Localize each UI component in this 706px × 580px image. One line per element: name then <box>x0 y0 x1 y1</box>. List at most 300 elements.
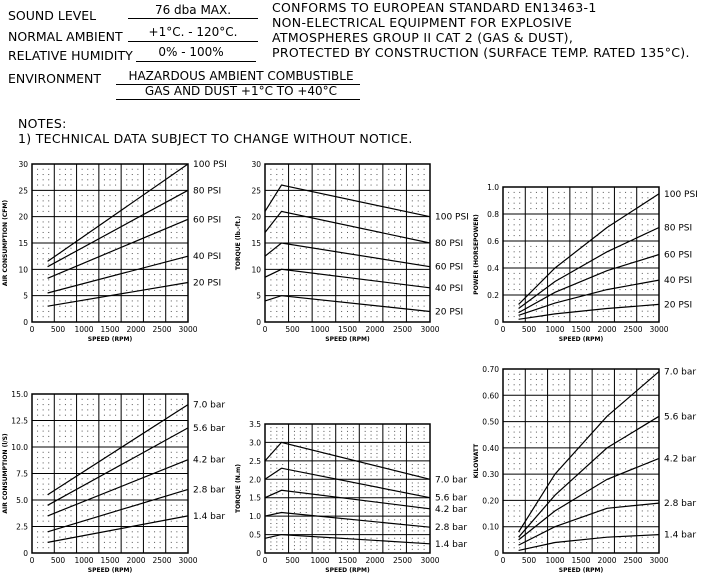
grid-dot <box>365 457 366 458</box>
grid-dot <box>329 169 330 170</box>
grid-dot <box>270 505 271 506</box>
grid-dot <box>318 505 319 506</box>
grid-dot <box>300 227 301 228</box>
grid-dot <box>581 510 582 511</box>
grid-dot <box>575 192 576 193</box>
grid-dot <box>597 203 598 204</box>
grid-dot <box>329 482 330 483</box>
grid-dot <box>581 390 582 391</box>
grid-dot <box>104 452 105 453</box>
grid-dot <box>514 230 515 231</box>
grid-dot <box>43 169 44 170</box>
grid-dot <box>48 489 49 490</box>
grid-dot <box>160 494 161 495</box>
grid-dot <box>597 192 598 193</box>
grid-dot <box>553 411 554 412</box>
grid-dot <box>400 427 401 428</box>
grid-dot <box>388 221 389 222</box>
grid-dot <box>365 221 366 222</box>
grid-dot <box>371 446 372 447</box>
x-tick-label: 500 <box>285 325 300 334</box>
grid-dot <box>558 300 559 301</box>
grid-dot <box>597 495 598 496</box>
grid-dot <box>149 478 150 479</box>
grid-dot <box>329 508 330 509</box>
grid-dot <box>323 457 324 458</box>
grid-dot <box>530 203 531 204</box>
grid-dot <box>353 527 354 528</box>
grid-dot <box>519 495 520 496</box>
grid-dot <box>508 432 509 433</box>
grid-dot <box>132 221 133 222</box>
grid-dot <box>65 457 66 458</box>
grid-dot <box>160 489 161 490</box>
grid-dot <box>603 300 604 301</box>
grid-dot <box>137 227 138 228</box>
grid-dot <box>586 257 587 258</box>
grid-dot <box>536 219 537 220</box>
grid-dot <box>388 253 389 254</box>
grid-dot <box>65 531 66 532</box>
grid-dot <box>530 505 531 506</box>
grid-dot <box>347 221 348 222</box>
grid-dot <box>110 415 111 416</box>
grid-dot <box>59 206 60 207</box>
grid-dot <box>306 457 307 458</box>
grid-dot <box>37 489 38 490</box>
grid-dot <box>294 490 295 491</box>
grid-dot <box>597 432 598 433</box>
grid-dot <box>575 235 576 236</box>
grid-dot <box>282 494 283 495</box>
grid-dot <box>300 505 301 506</box>
grid-dot <box>519 235 520 236</box>
grid-dot <box>647 289 648 290</box>
grid-dot <box>306 258 307 259</box>
grid-dot <box>620 442 621 443</box>
grid-dot <box>294 519 295 520</box>
grid-dot <box>276 431 277 432</box>
grid-dot <box>87 425 88 426</box>
grid-dot <box>394 435 395 436</box>
grid-dot <box>318 258 319 259</box>
grid-dot <box>329 446 330 447</box>
grid-dot <box>376 449 377 450</box>
grid-dot <box>424 468 425 469</box>
grid-dot <box>400 306 401 307</box>
grid-dot <box>508 531 509 532</box>
grid-dot <box>603 257 604 258</box>
grid-dot <box>341 274 342 275</box>
grid-dot <box>365 174 366 175</box>
grid-dot <box>400 494 401 495</box>
grid-dot <box>318 449 319 450</box>
grid-dot <box>65 274 66 275</box>
grid-dot <box>323 490 324 491</box>
grid-dot <box>542 192 543 193</box>
grid-dot <box>93 415 94 416</box>
grid-dot <box>318 279 319 280</box>
grid-dot <box>149 547 150 548</box>
grid-dot <box>182 316 183 317</box>
grid-dot <box>176 415 177 416</box>
grid-dot <box>43 489 44 490</box>
grid-dot <box>276 538 277 539</box>
grid-dot <box>115 179 116 180</box>
grid-dot <box>347 300 348 301</box>
grid-dot <box>642 203 643 204</box>
grid-dot <box>282 530 283 531</box>
grid-dot <box>586 453 587 454</box>
grid-dot <box>347 179 348 180</box>
grid-dot <box>530 400 531 401</box>
grid-dot <box>371 519 372 520</box>
grid-dot <box>376 446 377 447</box>
grid-dot <box>608 489 609 490</box>
grid-dot <box>318 179 319 180</box>
grid-dot <box>282 482 283 483</box>
grid-dot <box>37 531 38 532</box>
grid-dot <box>318 453 319 454</box>
grid-dot <box>647 516 648 517</box>
grid-dot <box>564 278 565 279</box>
grid-dot <box>171 258 172 259</box>
grid-dot <box>586 468 587 469</box>
grid-dot <box>149 436 150 437</box>
grid-dot <box>294 200 295 201</box>
grid-dot <box>542 219 543 220</box>
grid-dot <box>418 237 419 238</box>
grid-dot <box>508 453 509 454</box>
grid-dot <box>620 400 621 401</box>
grid-dot <box>353 211 354 212</box>
grid-dot <box>176 441 177 442</box>
grid-dot <box>270 206 271 207</box>
grid-dot <box>620 432 621 433</box>
grid-dot <box>276 527 277 528</box>
grid-dot <box>171 431 172 432</box>
grid-dot <box>400 290 401 291</box>
grid-dot <box>171 441 172 442</box>
grid-dot <box>542 235 543 236</box>
grid-dot <box>371 221 372 222</box>
grid-dot <box>424 248 425 249</box>
grid-dot <box>365 453 366 454</box>
grid-dot <box>48 232 49 233</box>
grid-dot <box>270 316 271 317</box>
grid-dot <box>282 206 283 207</box>
grid-dot <box>365 482 366 483</box>
grid-dot <box>176 531 177 532</box>
grid-dot <box>71 316 72 317</box>
grid-dot <box>171 404 172 405</box>
grid-dot <box>653 432 654 433</box>
grid-dot <box>59 221 60 222</box>
series-label: 20 PSI <box>435 307 464 318</box>
grid-dot <box>400 464 401 465</box>
x-tick-label: 1000 <box>74 325 94 334</box>
grid-dot <box>110 206 111 207</box>
grid-dot <box>149 232 150 233</box>
grid-dot <box>154 185 155 186</box>
grid-dot <box>564 219 565 220</box>
grid-dot <box>412 438 413 439</box>
grid-dot <box>115 253 116 254</box>
grid-dot <box>93 179 94 180</box>
grid-dot <box>564 531 565 532</box>
grid-dot <box>48 221 49 222</box>
grid-dot <box>530 468 531 469</box>
grid-dot <box>581 432 582 433</box>
grid-dot <box>126 237 127 238</box>
grid-dot <box>424 490 425 491</box>
grid-dot <box>132 200 133 201</box>
grid-dot <box>586 379 587 380</box>
grid-dot <box>276 468 277 469</box>
grid-dot <box>149 311 150 312</box>
grid-dot <box>323 285 324 286</box>
grid-dot <box>647 390 648 391</box>
grid-dot <box>104 306 105 307</box>
grid-dot <box>412 453 413 454</box>
y-tick-label: 1.0 <box>487 183 499 192</box>
grid-dot <box>132 311 133 312</box>
grid-dot <box>48 279 49 280</box>
grid-dot <box>176 462 177 463</box>
grid-dot <box>530 251 531 252</box>
grid-dot <box>341 530 342 531</box>
grid-dot <box>132 409 133 410</box>
grid-dot <box>424 253 425 254</box>
grid-dot <box>65 174 66 175</box>
grid-dot <box>48 290 49 291</box>
grid-dot <box>132 537 133 538</box>
grid-dot <box>603 390 604 391</box>
grid-dot <box>110 510 111 511</box>
grid-dot <box>59 462 60 463</box>
grid-dot <box>132 206 133 207</box>
grid-dot <box>530 426 531 427</box>
y-tick-label: 5.0 <box>16 496 28 505</box>
grid-dot <box>418 306 419 307</box>
grid-dot <box>276 541 277 542</box>
grid-dot <box>371 253 372 254</box>
grid-dot <box>412 274 413 275</box>
grid-dot <box>318 538 319 539</box>
grid-dot <box>93 237 94 238</box>
grid-dot <box>603 432 604 433</box>
grid-dot <box>171 195 172 196</box>
grid-dot <box>182 425 183 426</box>
y-tick-label: 15.0 <box>11 390 28 399</box>
grid-dot <box>282 248 283 249</box>
grid-dot <box>132 253 133 254</box>
grid-dot <box>514 547 515 548</box>
grid-dot <box>530 484 531 485</box>
grid-dot <box>353 169 354 170</box>
grid-dot <box>132 306 133 307</box>
grid-dot <box>586 542 587 543</box>
grid-dot <box>341 449 342 450</box>
grid-dot <box>93 399 94 400</box>
grid-dot <box>341 211 342 212</box>
grid-dot <box>59 521 60 522</box>
grid-dot <box>412 512 413 513</box>
grid-dot <box>608 257 609 258</box>
grid-dot <box>93 274 94 275</box>
grid-dot <box>376 264 377 265</box>
grid-dot <box>536 432 537 433</box>
grid-dot <box>625 208 626 209</box>
grid-dot <box>603 437 604 438</box>
grid-dot <box>542 257 543 258</box>
grid-dot <box>323 221 324 222</box>
grid-dot <box>418 290 419 291</box>
x-tick-label: 2500 <box>392 556 413 565</box>
grid-dot <box>43 200 44 201</box>
grid-dot <box>376 505 377 506</box>
grid-dot <box>329 530 330 531</box>
grid-dot <box>149 264 150 265</box>
grid-dot <box>59 457 60 458</box>
x-tick-label: 3000 <box>649 325 669 334</box>
grid-dot <box>558 311 559 312</box>
grid-dot <box>536 453 537 454</box>
grid-dot <box>412 206 413 207</box>
grid-dot <box>597 390 598 391</box>
environment-label: ENVIRONMENT <box>8 71 102 86</box>
grid-dot <box>182 452 183 453</box>
grid-dot <box>620 411 621 412</box>
grid-dot <box>631 230 632 231</box>
grid-dot <box>37 274 38 275</box>
grid-dot <box>43 404 44 405</box>
grid-dot <box>115 521 116 522</box>
grid-dot <box>59 237 60 238</box>
grid-dot <box>323 527 324 528</box>
grid-dot <box>371 185 372 186</box>
grid-dot <box>365 530 366 531</box>
grid-dot <box>132 494 133 495</box>
grid-dot <box>59 399 60 400</box>
grid-dot <box>87 431 88 432</box>
grid-dot <box>93 232 94 233</box>
grid-dot <box>87 409 88 410</box>
grid-dot <box>514 192 515 193</box>
grid-dot <box>329 464 330 465</box>
grid-dot <box>132 279 133 280</box>
grid-dot <box>329 206 330 207</box>
grid-dot <box>581 516 582 517</box>
x-tick-label: 3000 <box>649 556 669 565</box>
grid-dot <box>603 531 604 532</box>
grid-dot <box>412 306 413 307</box>
x-tick-label: 1000 <box>310 556 330 565</box>
grid-dot <box>65 206 66 207</box>
grid-dot <box>294 435 295 436</box>
grid-dot <box>115 542 116 543</box>
grid-dot <box>347 285 348 286</box>
grid-dot <box>176 237 177 238</box>
grid-dot <box>388 258 389 259</box>
grid-dot <box>318 300 319 301</box>
grid-dot <box>530 463 531 464</box>
grid-dot <box>137 415 138 416</box>
grid-dot <box>400 501 401 502</box>
grid-dot <box>270 449 271 450</box>
grid-dot <box>514 542 515 543</box>
grid-dot <box>508 411 509 412</box>
grid-dot <box>553 289 554 290</box>
grid-dot <box>625 531 626 532</box>
grid-dot <box>581 489 582 490</box>
grid-dot <box>110 311 111 312</box>
y-tick-label: 5 <box>256 291 261 301</box>
grid-dot <box>93 457 94 458</box>
grid-dot <box>394 285 395 286</box>
grid-dot <box>71 399 72 400</box>
grid-dot <box>65 311 66 312</box>
grid-dot <box>631 411 632 412</box>
grid-dot <box>115 206 116 207</box>
grid-dot <box>536 262 537 263</box>
grid-dot <box>647 278 648 279</box>
grid-dot <box>388 508 389 509</box>
grid-dot <box>323 505 324 506</box>
grid-dot <box>48 399 49 400</box>
grid-dot <box>306 464 307 465</box>
grid-dot <box>43 547 44 548</box>
grid-dot <box>514 426 515 427</box>
grid-dot <box>93 300 94 301</box>
grid-dot <box>371 449 372 450</box>
grid-dot <box>353 311 354 312</box>
grid-dot <box>104 174 105 175</box>
grid-dot <box>365 285 366 286</box>
grid-dot <box>418 300 419 301</box>
grid-dot <box>586 246 587 247</box>
grid-dot <box>137 174 138 175</box>
grid-dot <box>300 530 301 531</box>
grid-dot <box>110 306 111 307</box>
grid-dot <box>424 464 425 465</box>
grid-dot <box>424 258 425 259</box>
grid-dot <box>318 435 319 436</box>
grid-dot <box>625 197 626 198</box>
grid-dot <box>376 545 377 546</box>
grid-dot <box>65 227 66 228</box>
grid-dot <box>365 545 366 546</box>
grid-dot <box>110 537 111 538</box>
grid-dot <box>132 285 133 286</box>
grid-dot <box>558 547 559 548</box>
grid-dot <box>137 195 138 196</box>
grid-dot <box>115 279 116 280</box>
grid-dot <box>394 549 395 550</box>
grid-dot <box>597 230 598 231</box>
grid-dot <box>318 482 319 483</box>
grid-dot <box>329 179 330 180</box>
grid-dot <box>110 253 111 254</box>
grid-dot <box>329 501 330 502</box>
grid-dot <box>137 425 138 426</box>
grid-dot <box>306 200 307 201</box>
grid-dot <box>519 442 520 443</box>
grid-dot <box>276 248 277 249</box>
grid-dot <box>400 438 401 439</box>
grid-dot <box>176 253 177 254</box>
grid-dot <box>318 501 319 502</box>
